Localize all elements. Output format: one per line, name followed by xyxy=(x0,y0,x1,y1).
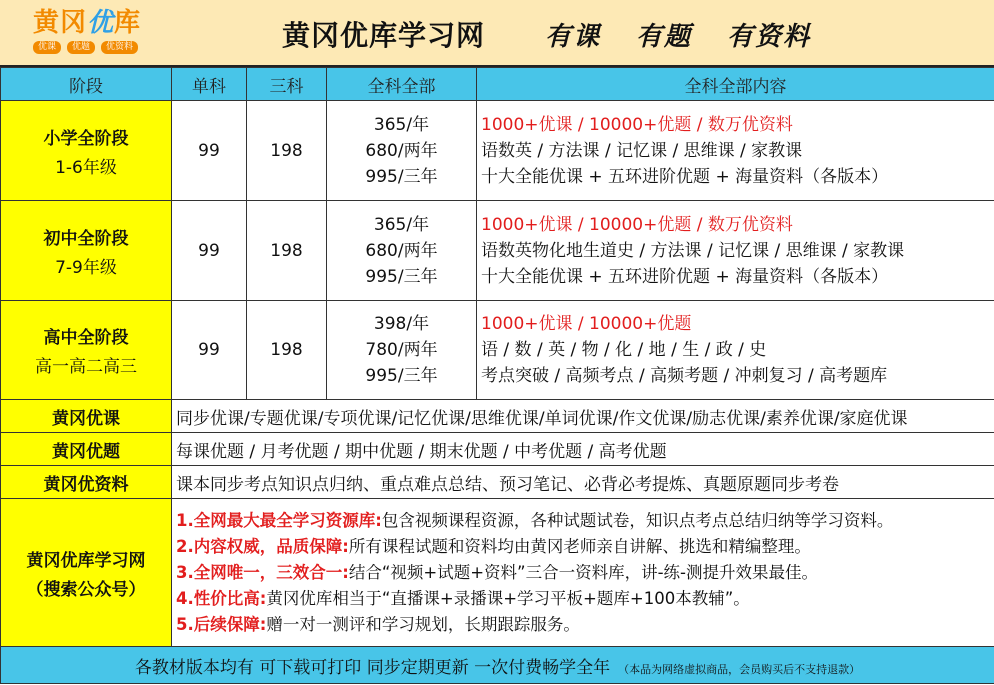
price-all: 365/年 680/两年 995/三年 xyxy=(327,101,477,201)
footer-note: （本品为网络虚拟商品，会员购买后不支持退款） xyxy=(618,662,861,676)
row-questions xyxy=(1,433,994,466)
logo-tag: 优课 xyxy=(33,41,61,54)
logo-tags xyxy=(33,41,163,54)
stage-content: 1000+优课 / 10000+优题 / 数万优资料 语数英 / 方法课 / 记忆课 / 思维课 / 家教课 十大全能优课 + 五环进阶优题 + 海量资料（各版本） xyxy=(477,101,994,201)
feature-item: 4.性价比高:黄冈优库相当于“直播课+录播课+学习平板+题库+100本教辅”。 xyxy=(176,588,750,608)
row-label: 黄冈优课 xyxy=(1,400,172,433)
feature-item: 1.全网最大最全学习资源库:包含视频课程资源，各种试题试卷，知识点考点总结归纳等学习资料。 xyxy=(176,510,894,530)
feature-item: 5.后续保障:赠一对一测评和学习规划，长期跟踪服务。 xyxy=(176,614,580,634)
row-materials xyxy=(1,466,994,499)
row-text: 同步优课/专题优课/专项优课/记忆优课/思维优课/单词优课/作文优课/励志优课/素养优课/家庭优课 xyxy=(172,400,994,433)
brand-logo[interactable] xyxy=(33,7,163,59)
features-list xyxy=(172,499,994,647)
logo-tag: 优题 xyxy=(67,41,95,54)
stage-label: 高中全阶段 高一高二高三 xyxy=(1,301,172,400)
stage-row-primary xyxy=(1,101,994,201)
column-header: 三科 xyxy=(247,68,327,101)
column-header: 全科全部内容 xyxy=(477,68,994,101)
column-header: 全科全部 xyxy=(327,68,477,101)
row-courses xyxy=(1,400,994,433)
price-all: 398/年 780/两年 995/三年 xyxy=(327,301,477,400)
feature-item: 3.全网唯一，三效合一:结合“视频+试题+资料”三合一资料库，讲-练-测提升效果最佳。 xyxy=(176,562,819,582)
stage-label: 小学全阶段 1-6年级 xyxy=(1,101,172,201)
features-label: 黄冈优库学习网 （搜索公众号） xyxy=(1,499,172,647)
table-header-row xyxy=(1,68,994,101)
row-text: 课本同步考点知识点归纳、重点难点总结、预习笔记、必背必考提炼、真题原题同步考卷 xyxy=(172,466,994,499)
price-three: 198 xyxy=(247,101,327,201)
page-title: 黄冈优库学习网 xyxy=(282,19,486,52)
logo-tag: 优资料 xyxy=(101,41,138,54)
row-features xyxy=(1,499,994,647)
stage-row-junior xyxy=(1,201,994,301)
column-header: 阶段 xyxy=(1,68,172,101)
stage-label: 初中全阶段 7-9年级 xyxy=(1,201,172,301)
footer-banner xyxy=(1,647,994,684)
price-single: 99 xyxy=(172,201,247,301)
price-three: 198 xyxy=(247,201,327,301)
feature-item: 2.内容权威，品质保障:所有课程试题和资料均由黄冈老师亲自讲解、挑选和精编整理。 xyxy=(176,536,811,556)
slogan-questions: 有题 xyxy=(636,22,693,52)
slogan-courses: 有课 xyxy=(545,22,602,52)
price-single: 99 xyxy=(172,101,247,201)
column-header: 单科 xyxy=(172,68,247,101)
stage-content: 1000+优课 / 10000+优题 / 数万优资料 语数英物化地生道史 / 方法课 / 记忆课 / 思维课 / 家教课 十大全能优课 + 五环进阶优题 + 海量资料（各版本） xyxy=(477,201,994,301)
row-label: 黄冈优资料 xyxy=(1,466,172,499)
footer-text: 各教材版本均有 可下载可打印 同步定期更新 一次付费畅学全年 xyxy=(134,657,611,678)
slogan-materials: 有资料 xyxy=(727,22,812,52)
price-all: 365/年 680/两年 995/三年 xyxy=(327,201,477,301)
row-label: 黄冈优题 xyxy=(1,433,172,466)
price-three: 198 xyxy=(247,301,327,400)
stage-content: 1000+优课 / 10000+优题 语 / 数 / 英 / 物 / 化 / 地 / 生 / 政 / 史 考点突破 / 高频考点 / 高频考题 / 冲刺复习 / 高考题库 xyxy=(477,301,994,400)
logo-text: 黄冈优库 xyxy=(33,8,142,38)
footer-row xyxy=(1,647,994,684)
header-banner xyxy=(0,0,994,67)
stage-row-senior xyxy=(1,301,994,400)
row-text: 每课优题 / 月考优题 / 期中优题 / 期末优题 / 中考优题 / 高考优题 xyxy=(172,433,994,466)
pricing-table xyxy=(0,67,994,684)
price-single: 99 xyxy=(172,301,247,400)
